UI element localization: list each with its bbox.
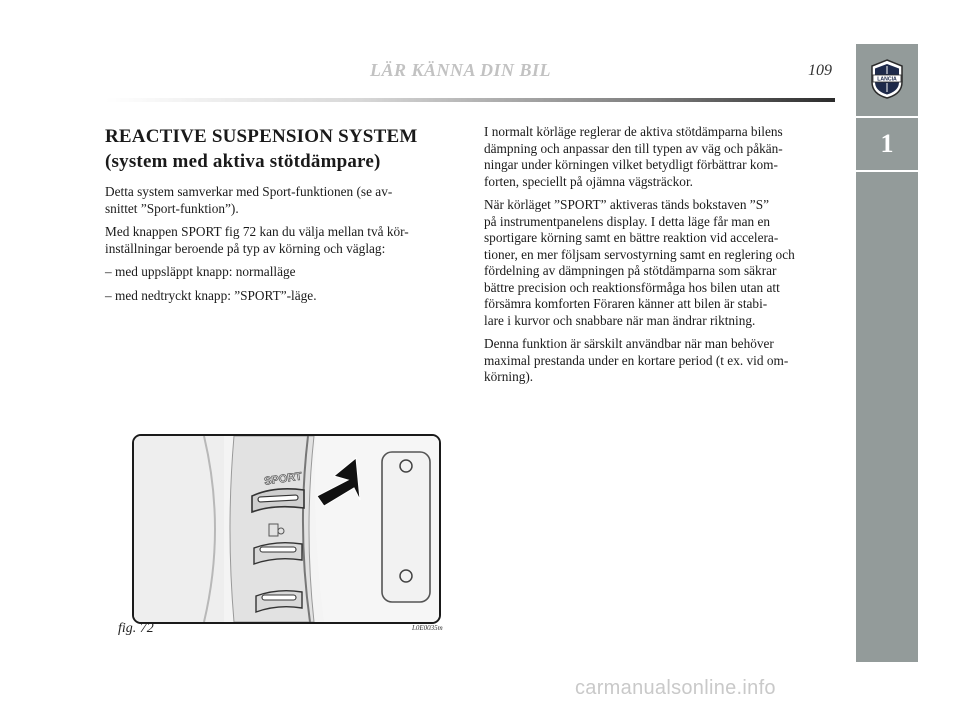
header-divider — [105, 98, 835, 102]
chapter-sidebar — [856, 44, 918, 662]
section-title — [105, 124, 445, 174]
sport-label: SPORT — [263, 470, 303, 488]
figure-code: L0E0035m — [412, 624, 443, 632]
paragraph: När körläget ”SPORT” aktiveras tänds bokstaven ”S” på instrumentpanelens display. I detta läge får man en sportigare körning samt en bättre reaktion vid accelera- tioner, en mer följsam servostyrning samt en reglering och fördelning av dämpningen på stötdämparna som säkrar bättre precision och reaktionsförmåga hos bilen utan att försämra komforten Föraren känner att bilen är stabi- lare i kurvor och snabbare när man ändrar riktning. — [484, 197, 795, 328]
watermark: carmanualsonline.info — [575, 677, 776, 699]
section-title-line1: REACTIVE SUSPENSION SYSTEM — [105, 126, 418, 147]
running-header-title: LÄR KÄNNA DIN BIL — [370, 60, 552, 80]
paragraph: – med uppsläppt knapp: normalläge — [105, 264, 296, 279]
chapter-number: 1 — [856, 118, 918, 172]
left-column — [105, 124, 445, 311]
paragraph: Med knappen SPORT fig 72 kan du välja mellan två kör- inställningar beroende på typ av körning och väglag: — [105, 224, 409, 256]
paragraph: Detta system samverkar med Sport-funktionen (se av- snittet ”Sport-funktion”). — [105, 184, 393, 216]
right-column — [484, 124, 836, 393]
sidebar-logo-area — [856, 44, 918, 118]
section-title-line2: (system med aktiva stötdämpare) — [105, 151, 381, 172]
lancia-logo-icon — [868, 58, 906, 100]
paragraph: – med nedtryckt knapp: ”SPORT”-läge. — [105, 287, 317, 303]
figure-caption: fig. 72 — [118, 621, 154, 636]
paragraph: I normalt körläge reglerar de aktiva stötdämparna bilens dämpning och anpassar den till typen av väg och påkän- ningar under körningen vilket betydligt förbättrar kom- forten, speciellt på ojämna vägsträckor. — [484, 124, 783, 189]
paragraph: Denna funktion är särskilt användbar när man behöver maximal prestanda under en kortare period (t ex. vid om- körning). — [484, 336, 789, 384]
page-number: 109 — [808, 62, 832, 79]
logo-lettering: LANCIA — [877, 76, 897, 83]
figure-72 — [132, 434, 441, 624]
sport-button-illustration — [134, 436, 439, 622]
